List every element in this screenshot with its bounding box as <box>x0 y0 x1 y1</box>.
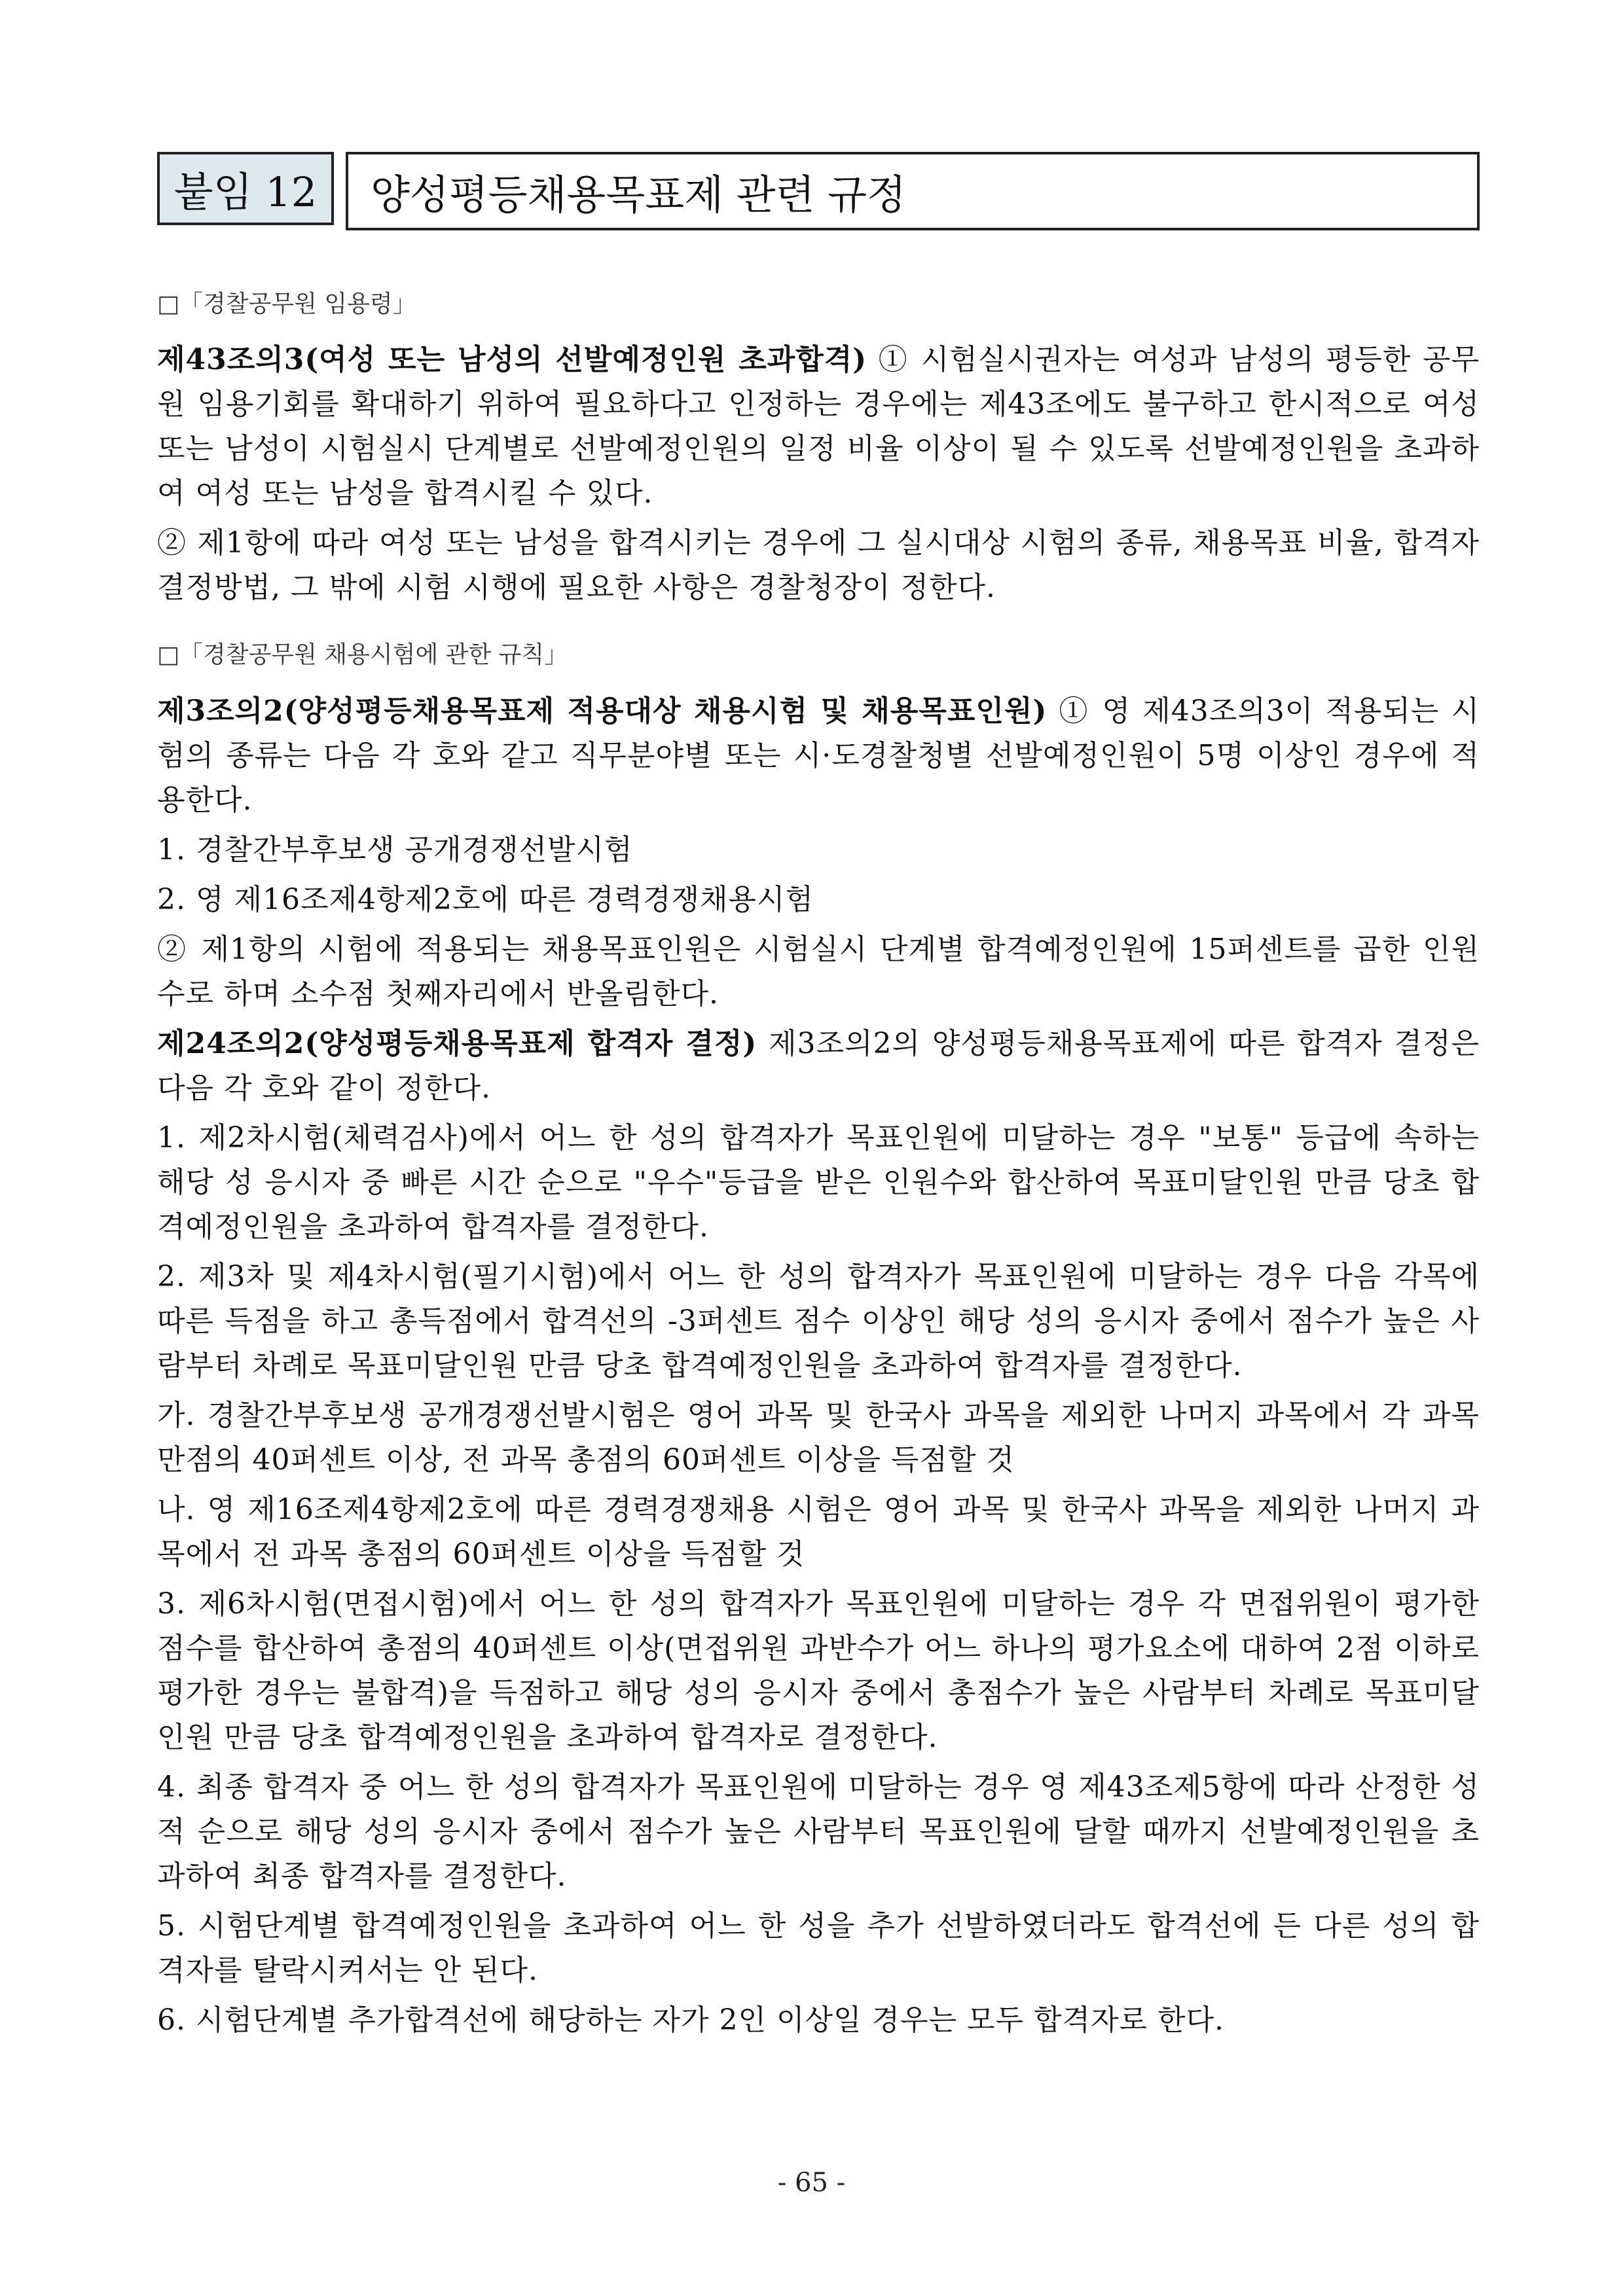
list-item <box>157 1255 1480 1388</box>
list-item <box>157 878 1480 922</box>
section-rules <box>157 639 1480 2042</box>
article-text: ② 제1항의 시험에 적용되는 채용목표인원은 시험실시 단계별 합격예정인원에 15퍼센트를 곱한 인원수로 하며 소수점 첫째자리에서 반올림한다. <box>157 932 1480 1011</box>
article-paragraph <box>157 1022 1480 1111</box>
list-item <box>157 828 1480 872</box>
article-heading: 제3조의2(양성평등채용목표제 적용대상 채용시험 및 채용목표인원) <box>157 694 1048 728</box>
article-text: ② 제1항에 따라 여성 또는 남성을 합격시키는 경우에 그 실시대상 시험의 종류, 채용목표 비율, 합격자 결정방법, 그 밖에 시험 시행에 필요한 사항은 경찰청장이 정한다. <box>157 526 1480 605</box>
article-text: 4. 최종 합격자 중 어느 한 성의 합격자가 목표인원에 미달하는 경우 영 제43조제5항에 따라 산정한 성적 순으로 해당 성의 응시자 중에서 점수가 높은 사람부터 목표인원에 달할 때까지 선발예정인원을 초과하여 최종 합격자를 결정한다. <box>157 1770 1480 1893</box>
list-item <box>157 1393 1480 1482</box>
article-paragraph <box>157 521 1480 610</box>
section-label: □「경찰공무원 임용령」 <box>157 291 416 317</box>
article-paragraph <box>157 927 1480 1016</box>
list-item <box>157 1765 1480 1899</box>
article-text: 제3조의2의 양성평등채용목표제에 따른 합격자 결정은 다음 각 호와 같이 정한다. <box>157 1026 1480 1105</box>
attachment-badge: 붙임 12 <box>157 152 334 225</box>
article-text: 3. 제6차시험(면접시험)에서 어느 한 성의 합격자가 목표인원에 미달하는 경우 각 면접위원이 평가한 점수를 합산하여 총점의 40퍼센트 이상(면접위원 과반수가 어느 하나의 평가요소에 대하여 2점 이하로 평가한 경우는 불합격)을 득점하고 해당 성의 응시자 중에서 총점수가 높은 사람부터 차례로 목표미달인원 만큼 당초 합격예정인원을 초과하여 합격자로 결정한다. <box>157 1587 1480 1754</box>
list-item <box>157 1998 1480 2043</box>
article-paragraph <box>157 689 1480 823</box>
article-text: 6. 시험단계별 추가합격선에 해당하는 자가 2인 이상일 경우는 모두 합격자로 한다. <box>157 2003 1224 2037</box>
page-number: - 65 - <box>777 2168 846 2198</box>
list-item <box>157 1904 1480 1993</box>
article-text: 2. 제3차 및 제4차시험(필기시험)에서 어느 한 성의 합격자가 목표인원에 미달하는 경우 다음 각목에 따른 득점을 하고 총득점에서 합격선의 -3퍼센트 점수 이상인 해당 성의 응시자 중에서 점수가 높은 사람부터 차례로 목표미달인원 만큼 당초 합격예정인원을 초과하여 합격자를 결정한다. <box>157 1259 1480 1382</box>
article-text: 가. 경찰간부후보생 공개경쟁선발시험은 영어 과목 및 한국사 과목을 제외한 나머지 과목에서 각 과목 만점의 40퍼센트 이상, 전 과목 총점의 60퍼센트 이상을 득점할 것 <box>157 1398 1480 1477</box>
document-title: 양성평등채용목표제 관련 규정 <box>346 152 1480 230</box>
article-text: 나. 영 제16조제4항제2호에 따른 경력경쟁채용 시험은 영어 과목 및 한국사 과목을 제외한 나머지 과목에서 전 과목 총점의 60퍼센트 이상을 득점할 것 <box>157 1492 1480 1571</box>
list-item <box>157 1116 1480 1249</box>
list-item <box>157 1582 1480 1760</box>
article-text: 5. 시험단계별 합격예정인원을 초과하여 어느 한 성을 추가 선발하였더라도 합격선에 든 다른 성의 합격자를 탈락시켜서는 안 된다. <box>157 1909 1480 1987</box>
document-body <box>157 288 1480 2048</box>
section-decree <box>157 288 1480 610</box>
list-item <box>157 1488 1480 1577</box>
section-label: □「경찰공무원 채용시험에 관한 규칙」 <box>157 641 568 669</box>
article-paragraph <box>157 338 1480 516</box>
article-heading: 제43조의3(여성 또는 남성의 선발예정인원 초과합격) <box>157 343 867 377</box>
article-text: 2. 영 제16조제4항제2호에 따른 경력경쟁채용시험 <box>157 882 814 916</box>
article-text: ① 영 제43조의3이 적용되는 시험의 종류는 다음 각 호와 같고 직무분야별 또는 시·도경찰청별 선발예정인원이 5명 이상인 경우에 적용한다. <box>157 694 1480 817</box>
article-text: ① 시험실시권자는 여성과 남성의 평등한 공무원 임용기회를 확대하기 위하여 필요하다고 인정하는 경우에는 제43조에도 불구하고 한시적으로 여성 또는 남성이 시험실시 단계별로 선발예정인원의 일정 비율 이상이 될 수 있도록 선발예정인원을 초과하여 여성 또는 남성을 합격시킬 수 있다. <box>157 343 1480 511</box>
article-text: 1. 경찰간부후보생 공개경쟁선발시험 <box>157 833 633 867</box>
article-heading: 제24조의2(양성평등채용목표제 합격자 결정) <box>157 1026 757 1060</box>
article-text: 1. 제2차시험(체력검사)에서 어느 한 성의 합격자가 목표인원에 미달하는 경우 "보통" 등급에 속하는 해당 성 응시자 중 빠른 시간 순으로 "우수"등급을 받은 인원수와 합산하여 목표미달인원 만큼 당초 합격예정인원을 초과하여 합격자를 결정한다. <box>157 1121 1480 1244</box>
